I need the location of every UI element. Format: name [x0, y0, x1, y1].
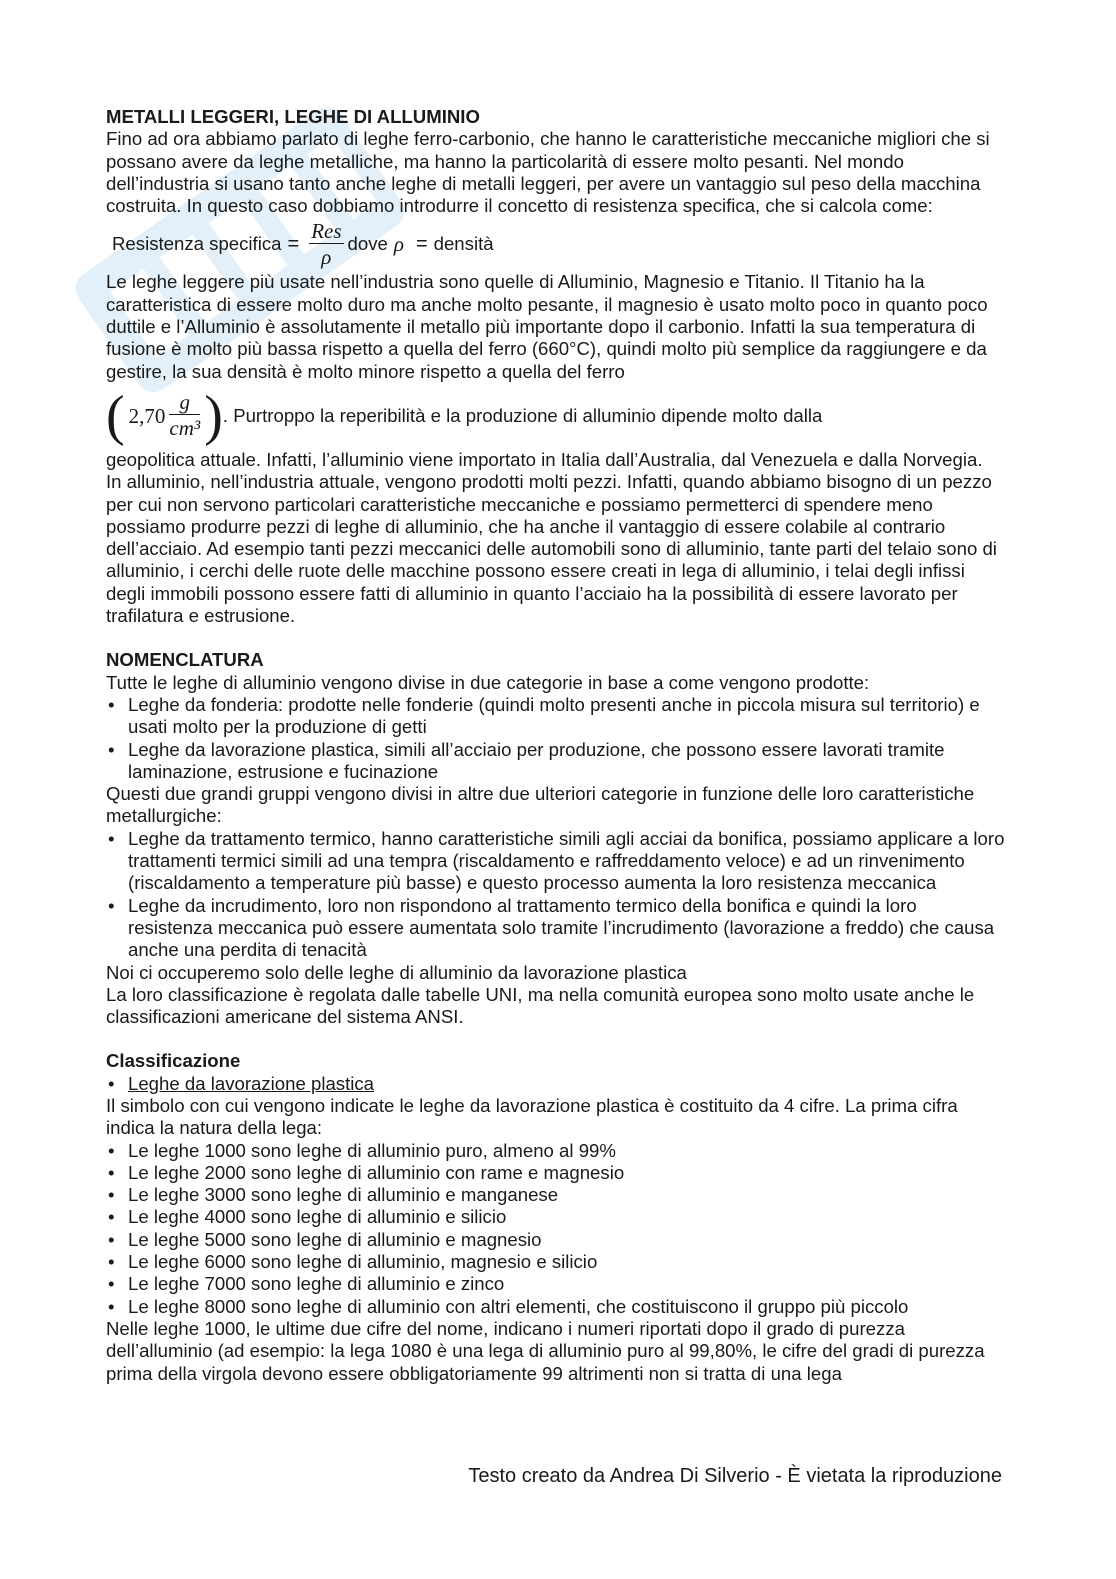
bullet-list	[106, 1073, 1006, 1095]
document-page	[106, 106, 1006, 1385]
specific-strength-formula	[112, 217, 1006, 271]
bullet-list	[106, 694, 1006, 783]
formula-equals: =	[287, 233, 300, 256]
formula-denominator: ρ	[321, 244, 332, 269]
list-item: • Le leghe 3000 sono leghe di alluminio e manganese	[106, 1184, 1006, 1206]
formula-rhs: densità	[433, 233, 494, 255]
formula-numerator: Res	[311, 218, 342, 243]
list-item: • Le leghe 2000 sono leghe di alluminio con rame e magnesio	[106, 1162, 1006, 1184]
formula-equals-2: =	[415, 233, 428, 256]
bullet-list	[106, 828, 1006, 962]
paragraph: La loro classificazione è regolata dalle tabelle UNI, ma nella comunità europea sono molto usate anche le classificazioni americane del sistema ANSI.	[106, 983, 975, 1028]
list-item: • Le leghe 4000 sono leghe di alluminio e silicio	[106, 1206, 1006, 1228]
paragraph: Il simbolo con cui vengono indicate le leghe da lavorazione plastica è costituito da 4 cifre. La prima cifra indica la natura della lega:	[106, 1094, 958, 1139]
list-item: • Le leghe 7000 sono leghe di alluminio e zinco	[106, 1273, 1006, 1295]
density-formula-line	[106, 383, 1006, 449]
paragraph: Tutte le leghe di alluminio vengono divise in due categorie in base a come vengono prodotte:	[106, 671, 870, 693]
list-item: • Le leghe 5000 sono leghe di alluminio e magnesio	[106, 1229, 1006, 1251]
list-item	[106, 1073, 1006, 1095]
bullet-list	[106, 1140, 1006, 1318]
list-item: • Leghe da lavorazione plastica, simili all’acciaio per produzione, che possono essere lavorati tramite laminazione, estrusione e fucinazione	[106, 739, 1006, 784]
list-item: • Le leghe 1000 sono leghe di alluminio puro, almeno al 99%	[106, 1140, 1006, 1162]
paragraph: Le leghe leggere più usate nell’industria sono quelle di Alluminio, Magnesio e Titanio. Il Titanio ha la caratteristica di essere molto duro ma anche molto pesante, il magnesio è usato molto poco in quanto poco duttile e l’Alluminio è assolutamente il metallo più importante dopo il carbonio. Infatti la sua temperatura di fusione è molto più bassa rispetto a quella del ferro (660°C), quindi molto più semplice da raggiungere e da gestire, la sua densità è molto minore rispetto a quella del ferro	[106, 271, 988, 382]
paragraph: Fino ad ora abbiamo parlato di leghe ferro-carbonio, che hanno le caratteristiche meccaniche migliori che si possano avere da leghe metalliche, ma hanno la particolarità di essere molto pesanti. Nel mondo dell’industria si usano tanto anche leghe di metalli leggeri, per avere un vantaggio sul peso della macchina costruita. In questo caso dobbiamo introdurre il concetto di resistenza specifica, che si calcola come:	[106, 128, 990, 217]
paragraph: geopolitica attuale. Infatti, l’alluminio viene importato in Italia dall’Australia, dal Venezuela e dalla Norvegia.	[106, 448, 983, 470]
formula-label: Resistenza specifica	[112, 233, 282, 255]
density-denominator: cm³	[169, 416, 201, 441]
paren-open: (	[106, 384, 125, 447]
list-item: • Le leghe 6000 sono leghe di alluminio, magnesio e silicio	[106, 1251, 1006, 1273]
section-title: Classificazione	[106, 1050, 241, 1072]
section-title: METALLI LEGGERI, LEGHE DI ALLUMINIO	[106, 106, 480, 127]
paren-close: )	[204, 384, 223, 447]
section-title: NOMENCLATURA	[106, 649, 264, 671]
density-fraction	[169, 390, 200, 441]
list-item: • Le leghe 8000 sono leghe di alluminio con altri elementi, che costituiscono il gruppo più piccolo	[106, 1296, 1006, 1318]
paragraph: Noi ci occuperemo solo delle leghe di alluminio da lavorazione plastica	[106, 961, 687, 983]
subheading: Leghe da lavorazione plastica	[128, 1072, 375, 1094]
formula-dove: dove	[347, 233, 388, 255]
density-after-text: . Purtroppo la reperibilità e la produzione di alluminio dipende molto dalla	[222, 404, 823, 426]
page-footer: Testo creato da Andrea Di Silverio - È vietata la riproduzione	[468, 1465, 1002, 1487]
density-value: 2,70	[128, 403, 166, 428]
list-item: • Leghe da trattamento termico, hanno caratteristiche simili agli acciai da bonifica, possiamo applicare a loro trattamenti termici simili ad una tempra (riscaldamento e raffreddamento veloce) e ad un rinvenimento (riscaldamento a temperature più basse) e questo processo aumenta la loro resistenza meccanica	[106, 828, 1006, 895]
formula-fraction	[309, 219, 343, 270]
paragraph: Questi due grandi gruppi vengono divisi in altre due ulteriori categorie in funzione delle loro caratteristiche metallurgiche:	[106, 783, 975, 827]
formula-rho: ρ	[393, 232, 404, 257]
list-item: • Leghe da incrudimento, loro non rispondono al trattamento termico della bonifica e quindi la loro resistenza meccanica può essere aumentata solo tramite l’incrudimento (lavorazione a freddo) che causa anche una perdita di tenacità	[106, 895, 1006, 962]
density-numerator: g	[179, 390, 191, 415]
paragraph: In alluminio, nell’industria attuale, vengono prodotti molti pezzi. Infatti, quando abbiamo bisogno di un pezzo per cui non servono particolari caratteristiche meccaniche e possiamo permetterci di spendere meno possiamo produrre pezzi di leghe di alluminio, che ha anche il vantaggio di essere colabile al contrario dell’acciaio. Ad esempio tanti pezzi meccanici delle automobili sono di alluminio, tante parti del telaio sono di alluminio, i cerchi delle ruote delle macchine possono essere creati in lega di alluminio, i telai degli infissi degli immobili possono essere fatti di alluminio in quanto l’acciaio ha la possibilità di essere lavorato per trafilatura e estrusione.	[106, 471, 997, 627]
paragraph: Nelle leghe 1000, le ultime due cifre del nome, indicano i numeri riportati dopo il grado di purezza dell’alluminio (ad esempio: la lega 1080 è una lega di alluminio puro al 99,80%, le cifre del gradi di purezza prima della virgola devono essere obbligatoriamente 99 altrimenti non si tratta di una lega	[106, 1317, 985, 1384]
list-item: • Leghe da fonderia: prodotte nelle fonderie (quindi molto presenti anche in piccola misura sul territorio) e usati molto per la produzione di getti	[106, 694, 1006, 739]
